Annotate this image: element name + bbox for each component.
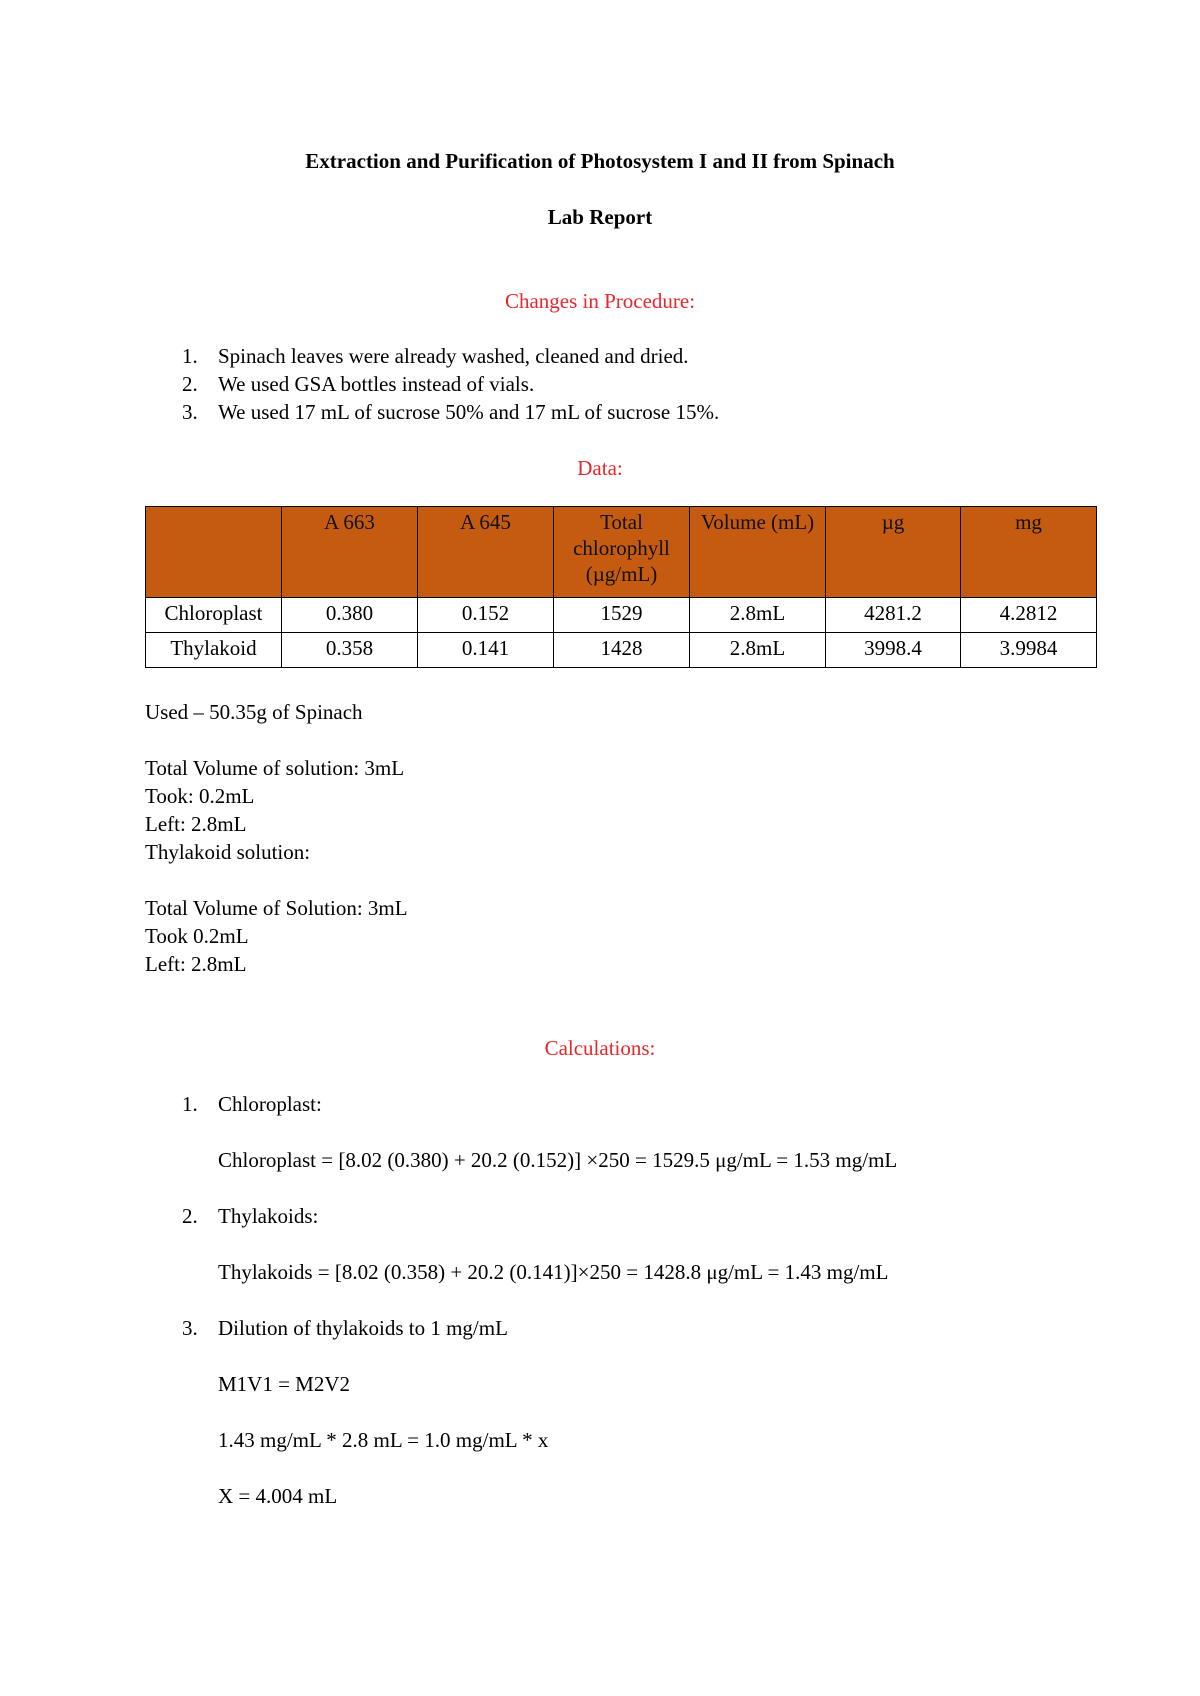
table-header-cell: µg bbox=[826, 507, 961, 598]
changes-heading: Changes in Procedure: bbox=[504, 289, 696, 313]
document-subtitle: Lab Report bbox=[547, 205, 653, 229]
table-cell: 3998.4 bbox=[826, 633, 961, 668]
table-row bbox=[146, 633, 1097, 668]
calculation-line: 1.43 mg/mL * 2.8 mL = 1.0 mg/mL * x bbox=[218, 1428, 549, 1452]
table-cell: 0.380 bbox=[282, 598, 418, 633]
data-table bbox=[145, 506, 1097, 668]
note-line: Left: 2.8mL bbox=[145, 952, 247, 976]
table-cell: 1529 bbox=[554, 598, 690, 633]
table-header-cell: Total chlorophyll (µg/mL) bbox=[554, 507, 690, 598]
list-item: 3. We used 17 mL of sucrose 50% and 17 mL of sucrose 15%. bbox=[182, 400, 720, 424]
note-line: Took: 0.2mL bbox=[145, 784, 255, 808]
table-header-cell bbox=[146, 507, 282, 598]
calculation-line: Chloroplast = [8.02 (0.380) + 20.2 (0.152)] ×250 = 1529.5 μg/mL = 1.53 mg/mL bbox=[218, 1148, 898, 1172]
data-heading: Data: bbox=[577, 456, 623, 480]
table-header-cell: mg bbox=[961, 507, 1097, 598]
table-cell: 0.152 bbox=[418, 598, 554, 633]
list-item: 3. Dilution of thylakoids to 1 mg/mL bbox=[182, 1316, 508, 1340]
table-cell: 0.141 bbox=[418, 633, 554, 668]
calculation-line: M1V1 = M2V2 bbox=[218, 1372, 351, 1396]
note-line: Left: 2.8mL bbox=[145, 812, 247, 836]
calculation-line: X = 4.004 mL bbox=[218, 1484, 338, 1508]
list-item: 2. Thylakoids: bbox=[182, 1204, 319, 1228]
table-cell: Chloroplast bbox=[146, 598, 282, 633]
table-header-cell: A 645 bbox=[418, 507, 554, 598]
note-line: Total Volume of solution: 3mL bbox=[145, 756, 405, 780]
table-row bbox=[146, 598, 1097, 633]
calculations-heading: Calculations: bbox=[544, 1036, 656, 1060]
document-title: Extraction and Purification of Photosystem I and II from Spinach bbox=[305, 149, 895, 173]
table-cell: 1428 bbox=[554, 633, 690, 668]
note-line: Thylakoid solution: bbox=[145, 840, 311, 864]
spinach-used: Used – 50.35g of Spinach bbox=[145, 700, 363, 724]
table-header-cell: Volume (mL) bbox=[690, 507, 826, 598]
table-cell: 3.9984 bbox=[961, 633, 1097, 668]
table-cell: 4281.2 bbox=[826, 598, 961, 633]
list-item: 1. Chloroplast: bbox=[182, 1092, 322, 1116]
calculation-line: Thylakoids = [8.02 (0.358) + 20.2 (0.141)]×250 = 1428.8 μg/mL = 1.43 mg/mL bbox=[218, 1260, 889, 1284]
table-cell: 2.8mL bbox=[690, 633, 826, 668]
table-cell: 4.2812 bbox=[961, 598, 1097, 633]
table-cell: 0.358 bbox=[282, 633, 418, 668]
note-line: Took 0.2mL bbox=[145, 924, 249, 948]
table-cell: Thylakoid bbox=[146, 633, 282, 668]
note-line: Total Volume of Solution: 3mL bbox=[145, 896, 408, 920]
list-item: 2. We used GSA bottles instead of vials. bbox=[182, 372, 535, 396]
table-header-cell: A 663 bbox=[282, 507, 418, 598]
table-header-row bbox=[146, 507, 1097, 598]
list-item: 1. Spinach leaves were already washed, cleaned and dried. bbox=[182, 344, 689, 368]
table-cell: 2.8mL bbox=[690, 598, 826, 633]
